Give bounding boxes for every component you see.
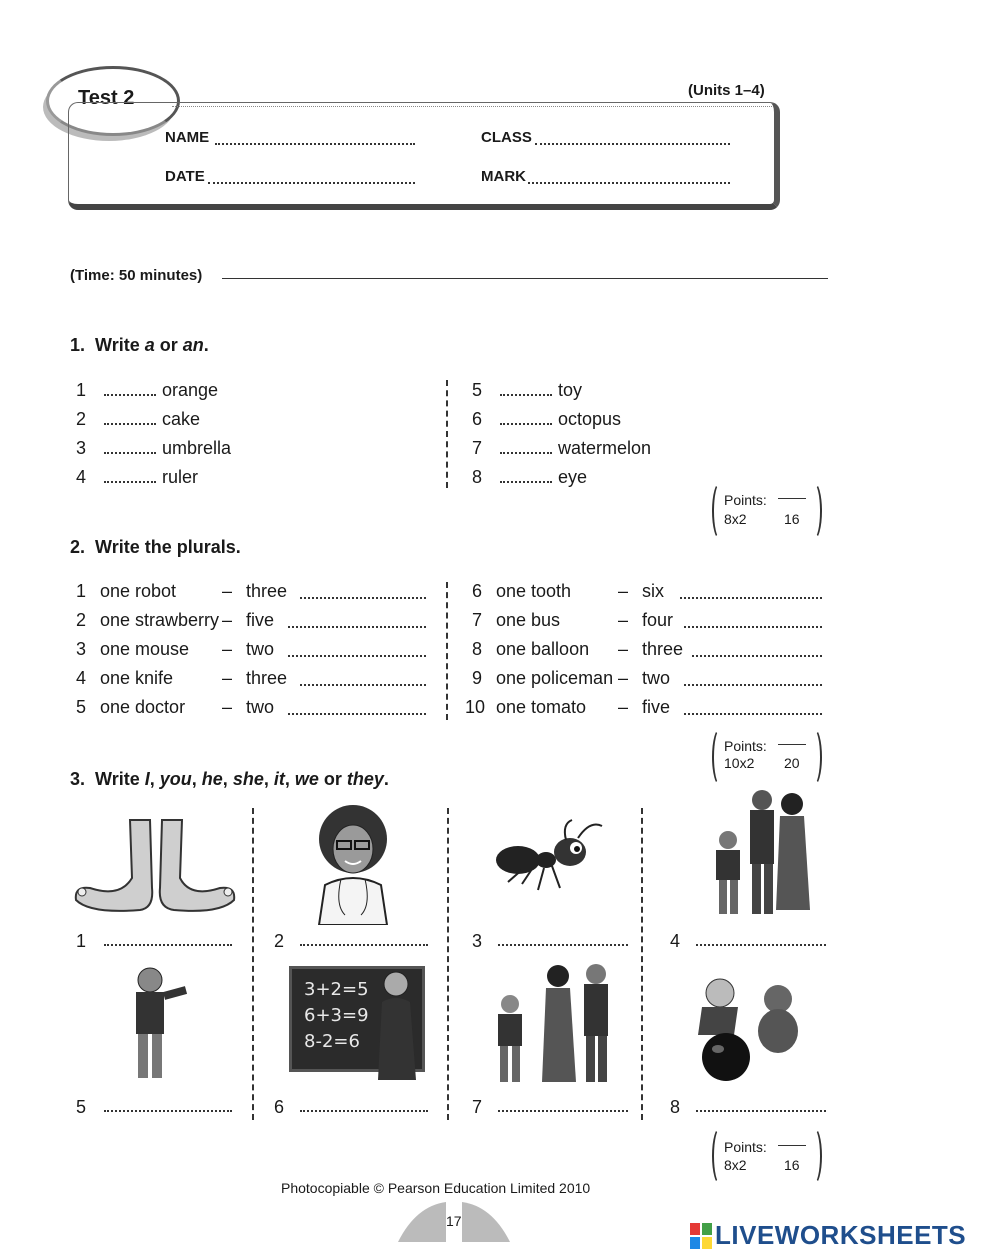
table-row: 10 one tomato – five: [465, 697, 671, 717]
list-item: 5 toy: [472, 380, 583, 400]
list-item: 3 umbrella: [76, 438, 232, 458]
answer-blank[interactable]: [104, 394, 156, 396]
picture-item: 3: [472, 931, 483, 951]
table-row: 1 one robot – three: [76, 581, 288, 601]
table-row: 7 one bus – four: [472, 610, 674, 630]
blackboard-line: 8-2=6: [304, 1031, 360, 1052]
list-item: 6 octopus: [472, 409, 622, 429]
section3-divider-2: [447, 808, 449, 1120]
blackboard-line: 6+3=9: [304, 1005, 369, 1026]
class-label: CLASS: [481, 129, 532, 146]
date-field[interactable]: [208, 182, 415, 184]
answer-blank[interactable]: [104, 452, 156, 454]
ant-picture: [494, 818, 614, 898]
section2-divider: [446, 582, 448, 720]
boy-and-parents-picture: [488, 962, 628, 1086]
answer-blank[interactable]: [692, 655, 822, 657]
answer-blank[interactable]: [684, 626, 822, 628]
answer-blank[interactable]: [104, 944, 232, 946]
answer-blank[interactable]: [684, 684, 822, 686]
family-picture: [706, 786, 816, 920]
class-field[interactable]: [535, 143, 730, 145]
table-row: 9 one policeman – two: [472, 668, 671, 688]
test-title: Test 2: [78, 87, 135, 109]
boy-picture: [124, 964, 194, 1084]
list-item: 2 cake: [76, 409, 201, 429]
list-item: 7 watermelon: [472, 438, 652, 458]
picture-item: 4: [670, 931, 681, 951]
section3-divider-1: [252, 808, 254, 1120]
time-label: (Time: 50 minutes): [70, 267, 203, 284]
answer-blank[interactable]: [300, 1110, 428, 1112]
picture-item: 2: [274, 931, 285, 951]
section3-divider-3: [641, 808, 643, 1120]
answer-blank[interactable]: [104, 1110, 232, 1112]
table-row: 3 one mouse – two: [76, 639, 275, 659]
points-blank[interactable]: [778, 498, 806, 499]
answer-blank[interactable]: [500, 423, 552, 425]
points-blank[interactable]: [778, 1145, 806, 1146]
answer-blank[interactable]: [498, 944, 628, 946]
liveworksheets-brand: LIVEWORKSHEETS: [715, 1220, 967, 1250]
answer-blank[interactable]: [288, 713, 426, 715]
picture-item: 8: [670, 1097, 681, 1117]
answer-blank[interactable]: [300, 597, 426, 599]
table-row: 6 one tooth – six: [472, 581, 664, 601]
section3-title: 3. Write I, you, he, she, it, we or they.: [70, 769, 389, 789]
liveworksheets-logo-icon: [690, 1223, 712, 1249]
teacher-picture: [368, 968, 428, 1080]
answer-blank[interactable]: [500, 481, 552, 483]
feet-picture: [70, 818, 240, 918]
answer-blank[interactable]: [288, 626, 426, 628]
answer-blank[interactable]: [500, 394, 552, 396]
list-item: 4 ruler: [76, 467, 199, 487]
answer-blank[interactable]: [696, 944, 826, 946]
answer-blank[interactable]: [104, 423, 156, 425]
answer-blank[interactable]: [104, 481, 156, 483]
answer-blank[interactable]: [300, 944, 428, 946]
mark-field[interactable]: [528, 182, 730, 184]
answer-blank[interactable]: [300, 684, 426, 686]
name-field[interactable]: [215, 143, 415, 145]
table-row: 8 one balloon – three: [472, 639, 684, 659]
table-row: 2 one strawberry – five: [76, 610, 275, 630]
section2-points: Points: 10x2 20: [712, 732, 822, 782]
picture-item: 6: [274, 1097, 285, 1117]
answer-blank[interactable]: [696, 1110, 826, 1112]
answer-blank[interactable]: [500, 452, 552, 454]
answer-blank[interactable]: [498, 1110, 628, 1112]
units-label: (Units 1–4): [688, 82, 765, 99]
table-row: 5 one doctor – two: [76, 697, 275, 717]
section2-title: 2. Write the plurals.: [70, 537, 241, 557]
copyright-notice: Photocopiable © Pearson Education Limited 2010: [281, 1180, 591, 1196]
date-label: DATE: [165, 168, 205, 185]
section1-divider: [446, 380, 448, 488]
table-row: 4 one knife – three: [76, 668, 288, 688]
answer-blank[interactable]: [288, 655, 426, 657]
picture-item: 7: [472, 1097, 483, 1117]
points-blank[interactable]: [778, 744, 806, 745]
blackboard-line: 3+2=5: [304, 979, 369, 1000]
student-info-box: [68, 102, 780, 210]
picture-item: 1: [76, 931, 87, 951]
answer-blank[interactable]: [680, 597, 822, 599]
page-number: 17: [446, 1213, 462, 1229]
list-item: 8 eye: [472, 467, 588, 487]
mark-label: MARK: [481, 168, 526, 185]
name-label: NAME: [165, 129, 210, 146]
answer-blank[interactable]: [684, 713, 822, 715]
woman-doctor-picture: [305, 805, 401, 925]
picture-item: 5: [76, 1097, 87, 1117]
section1-title: 1. Write a or an.: [70, 335, 209, 355]
section3-points: Points: 8x2 16: [712, 1131, 822, 1181]
time-rule: [222, 278, 828, 279]
section1-points: Points: 8x2 16: [712, 486, 822, 536]
toys-picture: [680, 975, 810, 1085]
list-item: 1 orange: [76, 380, 219, 400]
